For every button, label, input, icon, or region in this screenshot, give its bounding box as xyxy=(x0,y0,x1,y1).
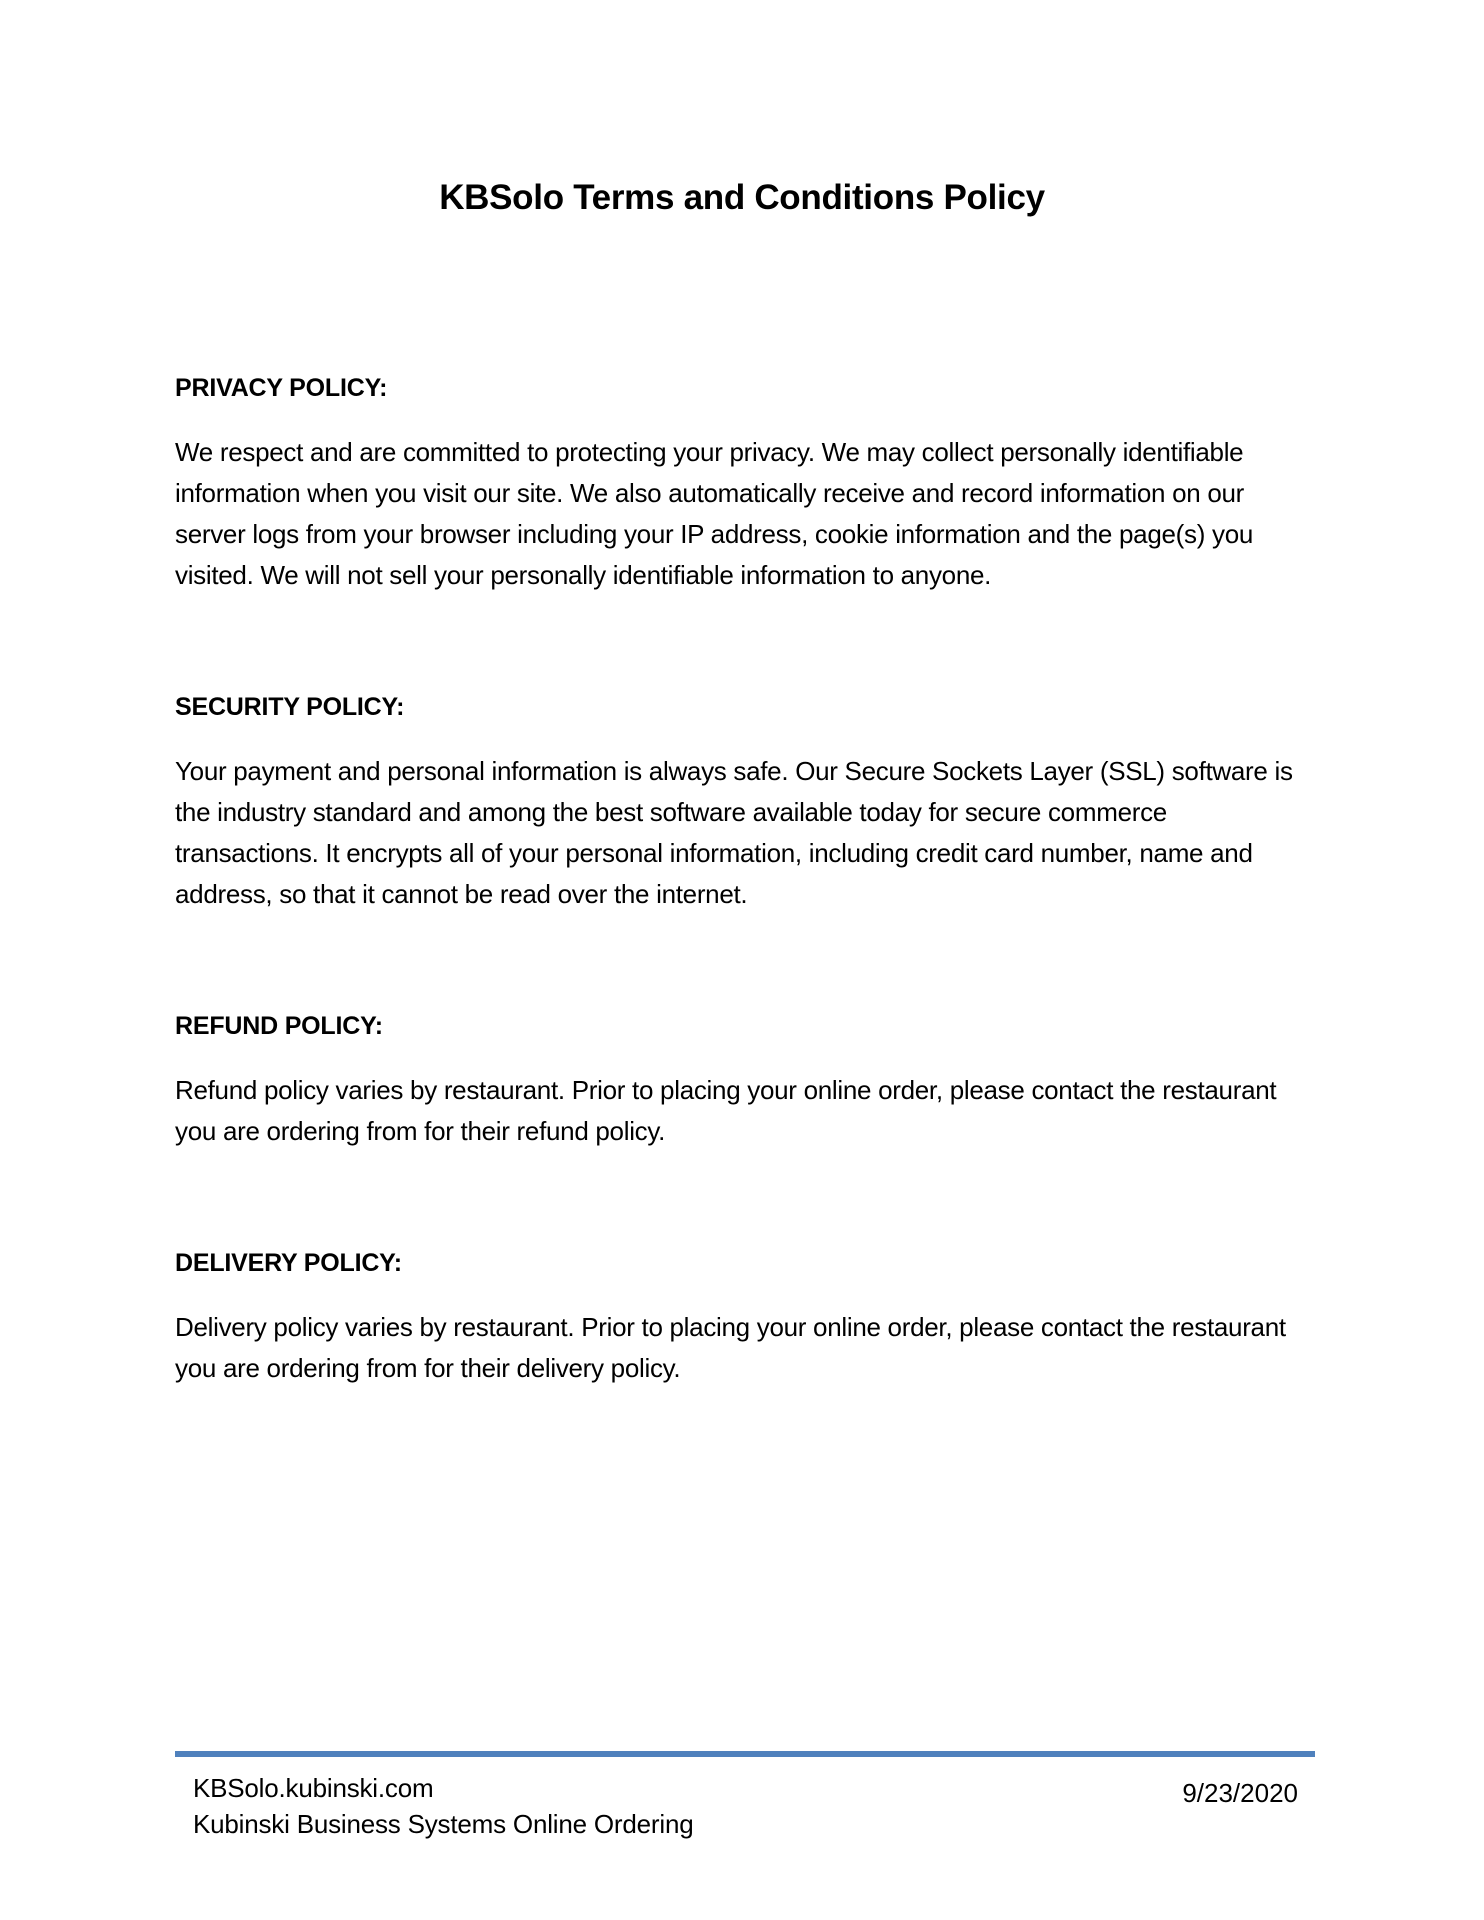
security-policy-section xyxy=(175,691,1315,915)
section-body: Delivery policy varies by restaurant. Prior to placing your online order, please contact the restaurant you are ordering from for their delivery policy. xyxy=(175,1312,1286,1383)
footer-divider xyxy=(175,1751,1315,1757)
footer-info xyxy=(193,1770,693,1842)
section-body: Refund policy varies by restaurant. Prior to placing your online order, please contact the restaurant you are ordering from for their refund policy. xyxy=(175,1075,1277,1146)
section-heading: DELIVERY POLICY: xyxy=(175,1249,402,1277)
page-title: KBSolo Terms and Conditions Policy xyxy=(439,178,1045,217)
section-body: We respect and are committed to protecting your privacy. We may collect personally identifiable information when you visit our site. We also automatically receive and record information on our server logs from your browser including your IP address, cookie information and the page(s) you visited. We will not sell your personally identifiable information to anyone. xyxy=(175,437,1254,590)
delivery-policy-section xyxy=(175,1247,1315,1389)
section-heading: REFUND POLICY: xyxy=(175,1012,383,1040)
section-heading: PRIVACY POLICY: xyxy=(175,374,388,402)
footer-company: Kubinski Business Systems Online Ordering xyxy=(193,1809,694,1839)
privacy-policy-section xyxy=(175,372,1315,596)
footer-site: KBSolo.kubinski.com xyxy=(193,1773,434,1803)
section-heading: SECURITY POLICY: xyxy=(175,693,405,721)
refund-policy-section xyxy=(175,1010,1315,1152)
section-body: Your payment and personal information is always safe. Our Secure Sockets Layer (SSL) software is the industry standard and among the best software available today for secure commerce transactions. It encrypts all of your personal information, including credit card number, name and address, so that it cannot be read over the internet. xyxy=(175,756,1293,909)
footer-date: 9/23/2020 xyxy=(1182,1778,1298,1808)
